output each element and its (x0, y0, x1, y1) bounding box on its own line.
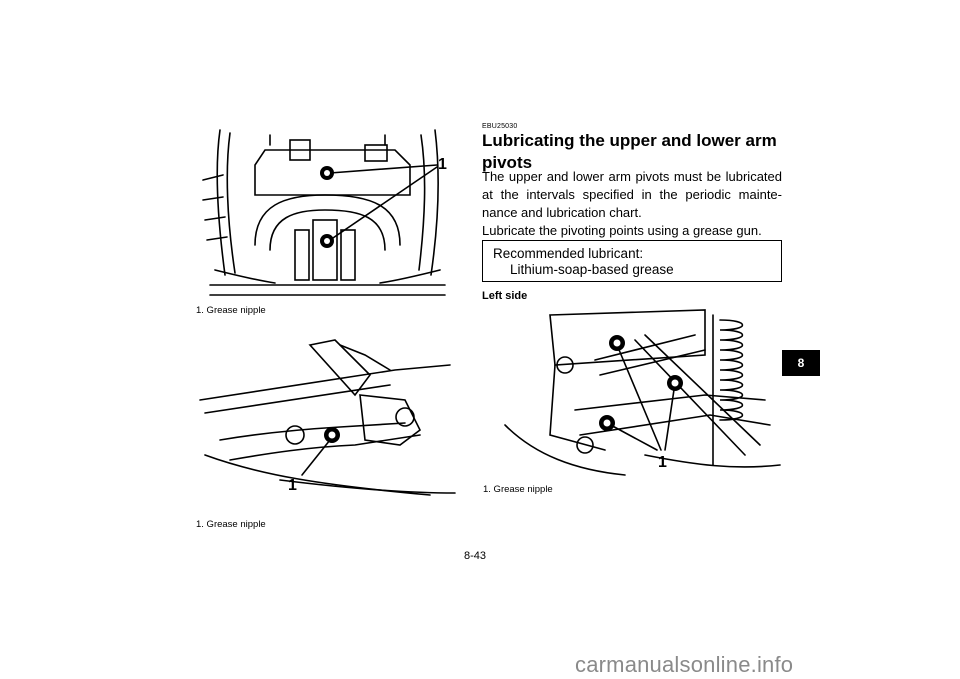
recommended-lubricant-box (482, 240, 782, 282)
figure-1-callout: 1 (438, 156, 447, 173)
figure-2-callout: 1 (288, 477, 297, 494)
chapter-tab: 8 (782, 350, 820, 376)
figure-2-caption: 1. Grease nipple (196, 519, 266, 530)
figure-lower-arm-side (190, 335, 460, 510)
left-side-illustration (495, 305, 785, 480)
upper-arm-illustration (195, 125, 460, 300)
lower-arm-illustration (190, 335, 460, 510)
figure-left-side (495, 305, 785, 480)
figure-1-caption: 1. Grease nipple (196, 305, 266, 316)
section-body (482, 168, 782, 240)
watermark: carmanualsonline.info (575, 652, 794, 677)
section-title: Lubricating the upper and lower arm pivots (482, 131, 777, 172)
lubricant-label: Recommended lubricant: (493, 246, 644, 261)
body-paragraph: Lubricate the pivoting points using a grease gun. (482, 223, 762, 238)
lubricant-value: Lithium-soap-based grease (510, 262, 674, 277)
body-paragraph: The upper and lower arm pivots must be lubricated at the intervals specified in the periodic mainte-nance and lubrication chart. (482, 169, 782, 220)
section-code: EBU25030 (482, 123, 518, 130)
figure-3-callout: 1 (658, 454, 667, 471)
figure-upper-arm-front (195, 125, 460, 300)
left-side-heading: Left side (482, 290, 528, 302)
page-number: 8-43 (464, 550, 487, 562)
figure-3-caption: 1. Grease nipple (483, 484, 553, 495)
